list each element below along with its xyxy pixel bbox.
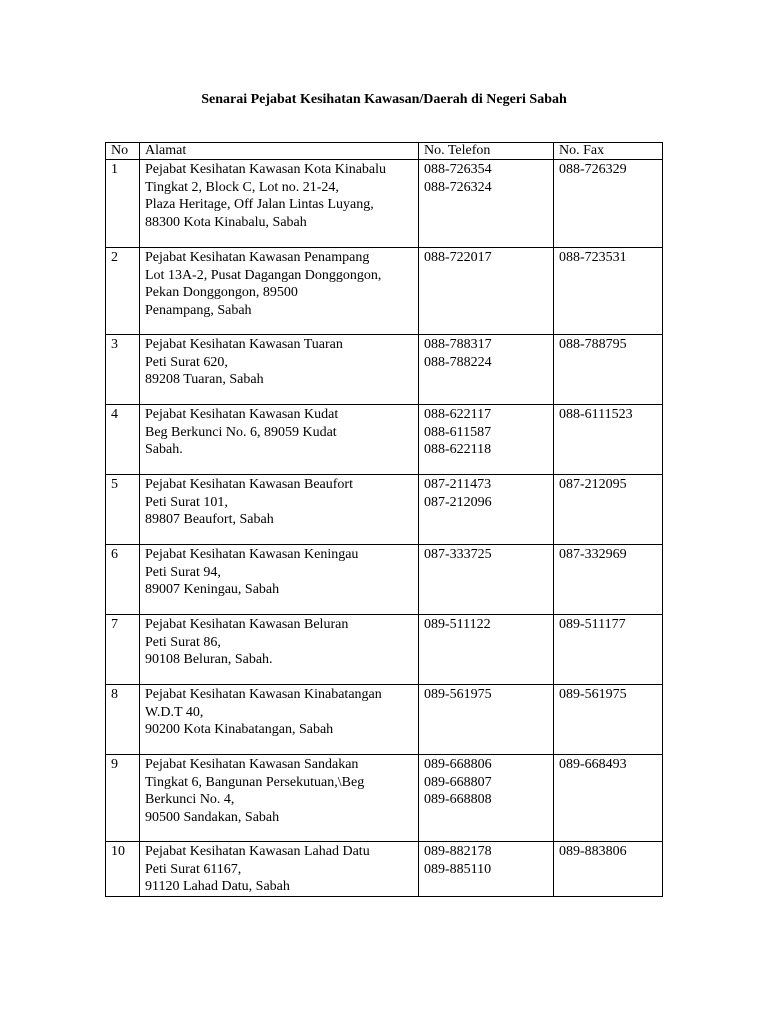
address-line: Plaza Heritage, Off Jalan Lintas Luyang, [145,197,374,212]
address-line: 89007 Keningau, Sabah [145,582,280,597]
office-address [140,160,419,248]
office-phones [419,475,554,545]
office-phones [419,545,554,615]
fax-number: 088-788795 [554,335,663,405]
table-row [106,248,663,335]
page-title: Senarai Pejabat Kesihatan Kawasan/Daerah di Negeri Sabah [201,92,567,107]
office-phones [419,615,554,685]
table-row [106,842,663,897]
fax-number: 088-726329 [554,160,663,248]
address-line: W.D.T 40, [145,704,204,720]
table-row [106,685,663,755]
address-line: Pejabat Kesihatan Kawasan Kota Kinabalu [145,162,387,177]
office-address [140,685,419,755]
office-address [140,755,419,842]
address-line: Sabah. [145,442,183,457]
address-line: Beg Berkunci No. 6, 89059 Kudat [145,424,337,440]
table-row [106,335,663,405]
phone-number: 088-722017 [424,250,492,265]
phone-number: 089-511122 [424,617,491,632]
office-phones [419,248,554,335]
address-line: Penampang, Sabah [145,302,252,318]
row-number: 9 [106,755,140,842]
row-number: 5 [106,475,140,545]
phone-number: 088-726324 [424,179,492,195]
phone-number: 087-211473 [424,477,492,492]
address-line: Lot 13A-2, Pusat Dagangan Donggongon, [145,267,382,283]
phone-number: 088-611587 [424,424,492,440]
address-line: 91120 Lahad Datu, Sabah [145,879,290,894]
phone-number: 087-212096 [424,494,492,510]
table-body [106,160,663,897]
fax-number: 088-6111523 [554,405,663,475]
phone-number: 088-622117 [424,407,492,422]
office-address [140,842,419,897]
address-line: Peti Surat 620, [145,354,228,370]
fax-number: 087-212095 [554,475,663,545]
phone-number: 087-333725 [424,547,492,562]
fax-number: 089-883806 [554,842,663,897]
address-line: Peti Surat 101, [145,494,228,510]
fax-number: 087-332969 [554,545,663,615]
row-number: 10 [106,842,140,897]
office-address [140,545,419,615]
phone-number: 089-668807 [424,774,492,790]
address-line: Pekan Donggongon, 89500 [145,285,298,300]
phone-number: 089-561975 [424,687,492,702]
address-line: 90108 Beluran, Sabah. [145,652,273,667]
office-phones [419,842,554,897]
table-row [106,475,663,545]
table-header-row [106,143,663,160]
header-phone: No. Telefon [419,143,554,160]
fax-number: 089-511177 [554,615,663,685]
phone-number: 089-668808 [424,792,492,807]
row-number: 4 [106,405,140,475]
phone-number: 088-726354 [424,162,492,177]
address-line: Pejabat Kesihatan Kawasan Kinabatangan [145,687,382,702]
office-phones [419,685,554,755]
row-number: 1 [106,160,140,248]
address-line: Pejabat Kesihatan Kawasan Sandakan [145,757,359,772]
phone-number: 089-885110 [424,861,492,877]
office-address [140,335,419,405]
address-line: Peti Surat 61167, [145,861,242,877]
address-line: 88300 Kota Kinabalu, Sabah [145,214,307,230]
address-line: Pejabat Kesihatan Kawasan Tuaran [145,337,343,352]
table-row [106,615,663,685]
address-line: Peti Surat 86, [145,634,221,650]
phone-number: 088-622118 [424,442,492,457]
phone-number: 089-882178 [424,844,492,859]
address-line: 90200 Kota Kinabatangan, Sabah [145,722,334,737]
table-row [106,545,663,615]
row-number: 7 [106,615,140,685]
phone-number: 088-788317 [424,337,492,352]
office-address [140,248,419,335]
row-number: 3 [106,335,140,405]
address-line: Pejabat Kesihatan Kawasan Keningau [145,547,359,562]
address-line: Pejabat Kesihatan Kawasan Penampang [145,250,370,265]
address-line: 89807 Beaufort, Sabah [145,512,274,527]
address-line: Peti Surat 94, [145,564,221,580]
header-no: No [106,143,140,160]
header-address: Alamat [140,143,419,160]
office-address [140,405,419,475]
address-line: Pejabat Kesihatan Kawasan Beaufort [145,477,353,492]
address-line: 90500 Sandakan, Sabah [145,809,280,825]
table-row [106,755,663,842]
office-phones [419,335,554,405]
phone-number: 088-788224 [424,354,492,370]
office-phones [419,405,554,475]
office-address [140,475,419,545]
row-number: 2 [106,248,140,335]
address-line: 89208 Tuaran, Sabah [145,372,264,387]
address-line: Berkunci No. 4, [145,792,235,807]
phone-number: 089-668806 [424,757,492,772]
address-line: Tingkat 2, Block C, Lot no. 21-24, [145,179,339,195]
table-row [106,405,663,475]
office-phones [419,160,554,248]
fax-number: 089-561975 [554,685,663,755]
row-number: 8 [106,685,140,755]
fax-number: 089-668493 [554,755,663,842]
fax-number: 088-723531 [554,248,663,335]
address-line: Tingkat 6, Bangunan Persekutuan,\Beg [145,774,365,790]
address-line: Pejabat Kesihatan Kawasan Kudat [145,407,339,422]
health-office-table [105,142,663,897]
address-line: Pejabat Kesihatan Kawasan Lahad Datu [145,844,370,859]
office-address [140,615,419,685]
row-number: 6 [106,545,140,615]
address-line: Pejabat Kesihatan Kawasan Beluran [145,617,349,632]
office-phones [419,755,554,842]
table-row [106,160,663,248]
header-fax: No. Fax [554,143,663,160]
